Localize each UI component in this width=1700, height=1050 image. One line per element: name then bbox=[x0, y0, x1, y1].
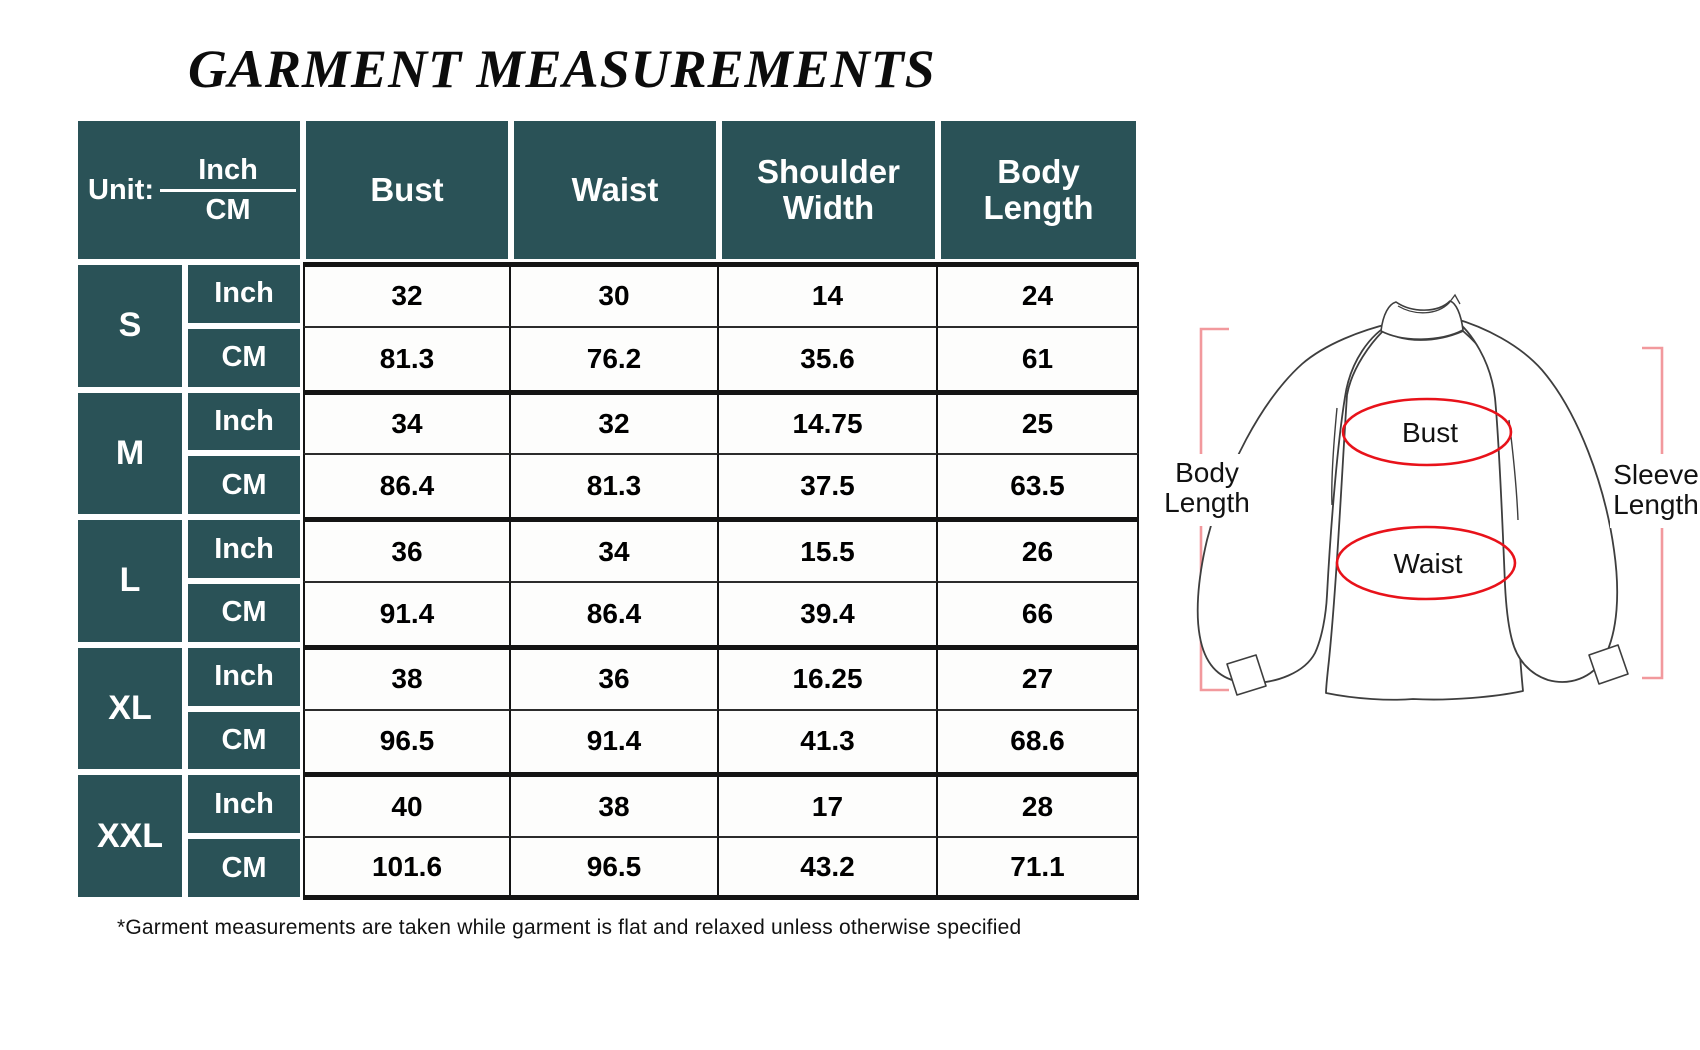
table-cell: 66 bbox=[938, 581, 1139, 645]
table-cell: 101.6 bbox=[303, 836, 511, 900]
unit-inch-label: Inch bbox=[160, 154, 296, 192]
unit-row-label: Inch bbox=[185, 517, 303, 581]
size-label-xxl: XXL bbox=[75, 772, 185, 900]
unit-row-label: Inch bbox=[185, 390, 303, 454]
table-cell: 37.5 bbox=[719, 453, 938, 517]
unit-row-label: CM bbox=[185, 326, 303, 390]
unit-label: Unit: bbox=[88, 173, 155, 206]
waist-label: Waist bbox=[1393, 548, 1463, 579]
table-cell: 63.5 bbox=[938, 453, 1139, 517]
size-chart-table bbox=[75, 118, 1139, 900]
column-header-bust: Bust bbox=[303, 118, 511, 262]
table-cell: 61 bbox=[938, 326, 1139, 390]
table-cell: 43.2 bbox=[719, 836, 938, 900]
sleeve-length-label-line2: Length bbox=[1613, 489, 1699, 520]
table-cell: 86.4 bbox=[303, 453, 511, 517]
size-label-xl: XL bbox=[75, 645, 185, 773]
body-length-label-line2: Length bbox=[1164, 487, 1250, 518]
table-cell: 68.6 bbox=[938, 709, 1139, 773]
table-cell: 27 bbox=[938, 645, 1139, 709]
table-cell: 36 bbox=[511, 645, 719, 709]
unit-row-label: CM bbox=[185, 836, 303, 900]
table-cell: 16.25 bbox=[719, 645, 938, 709]
table-cell: 96.5 bbox=[303, 709, 511, 773]
table-cell: 91.4 bbox=[303, 581, 511, 645]
table-cell: 86.4 bbox=[511, 581, 719, 645]
unit-row-label: CM bbox=[185, 581, 303, 645]
bust-label: Bust bbox=[1401, 417, 1459, 448]
table-cell: 76.2 bbox=[511, 326, 719, 390]
unit-row-label: Inch bbox=[185, 262, 303, 326]
table-cell: 39.4 bbox=[719, 581, 938, 645]
table-cell: 91.4 bbox=[511, 709, 719, 773]
table-cell: 34 bbox=[511, 517, 719, 581]
unit-header-cell bbox=[75, 118, 303, 262]
table-cell: 14.75 bbox=[719, 390, 938, 454]
table-cell: 25 bbox=[938, 390, 1139, 454]
table-cell: 14 bbox=[719, 262, 938, 326]
footnote: *Garment measurements are taken while garment is flat and relaxed unless otherwise specified bbox=[117, 916, 1022, 939]
size-label-l: L bbox=[75, 517, 185, 645]
column-header-waist: Waist bbox=[511, 118, 719, 262]
sleeve-length-label-line1: Sleeve bbox=[1613, 459, 1699, 490]
table-cell: 28 bbox=[938, 772, 1139, 836]
table-cell: 96.5 bbox=[511, 836, 719, 900]
unit-fraction bbox=[160, 154, 296, 227]
garment-collar-icon bbox=[1381, 301, 1463, 339]
table-cell: 38 bbox=[511, 772, 719, 836]
table-cell: 40 bbox=[303, 772, 511, 836]
unit-cm-label: CM bbox=[205, 193, 251, 226]
table-cell: 71.1 bbox=[938, 836, 1139, 900]
unit-row-label: CM bbox=[185, 453, 303, 517]
unit-row-label: Inch bbox=[185, 645, 303, 709]
size-label-m: M bbox=[75, 390, 185, 518]
unit-row-label: CM bbox=[185, 709, 303, 773]
page-title: GARMENT MEASUREMENTS bbox=[188, 39, 936, 99]
table-cell: 17 bbox=[719, 772, 938, 836]
table-cell: 38 bbox=[303, 645, 511, 709]
table-cell: 81.3 bbox=[303, 326, 511, 390]
table-cell: 35.6 bbox=[719, 326, 938, 390]
table-cell: 24 bbox=[938, 262, 1139, 326]
column-header-shoulder-width: Shoulder Width bbox=[719, 118, 938, 262]
body-length-label-line1: Body bbox=[1175, 457, 1239, 488]
size-label-s: S bbox=[75, 262, 185, 390]
table-cell: 36 bbox=[303, 517, 511, 581]
table-cell: 32 bbox=[303, 262, 511, 326]
table-cell: 15.5 bbox=[719, 517, 938, 581]
table-cell: 32 bbox=[511, 390, 719, 454]
column-header-body-length: Body Length bbox=[938, 118, 1139, 262]
table-cell: 41.3 bbox=[719, 709, 938, 773]
unit-row-label: Inch bbox=[185, 772, 303, 836]
table-cell: 26 bbox=[938, 517, 1139, 581]
table-cell: 34 bbox=[303, 390, 511, 454]
table-cell: 81.3 bbox=[511, 453, 719, 517]
garment-diagram bbox=[1090, 282, 1700, 722]
table-cell: 30 bbox=[511, 262, 719, 326]
